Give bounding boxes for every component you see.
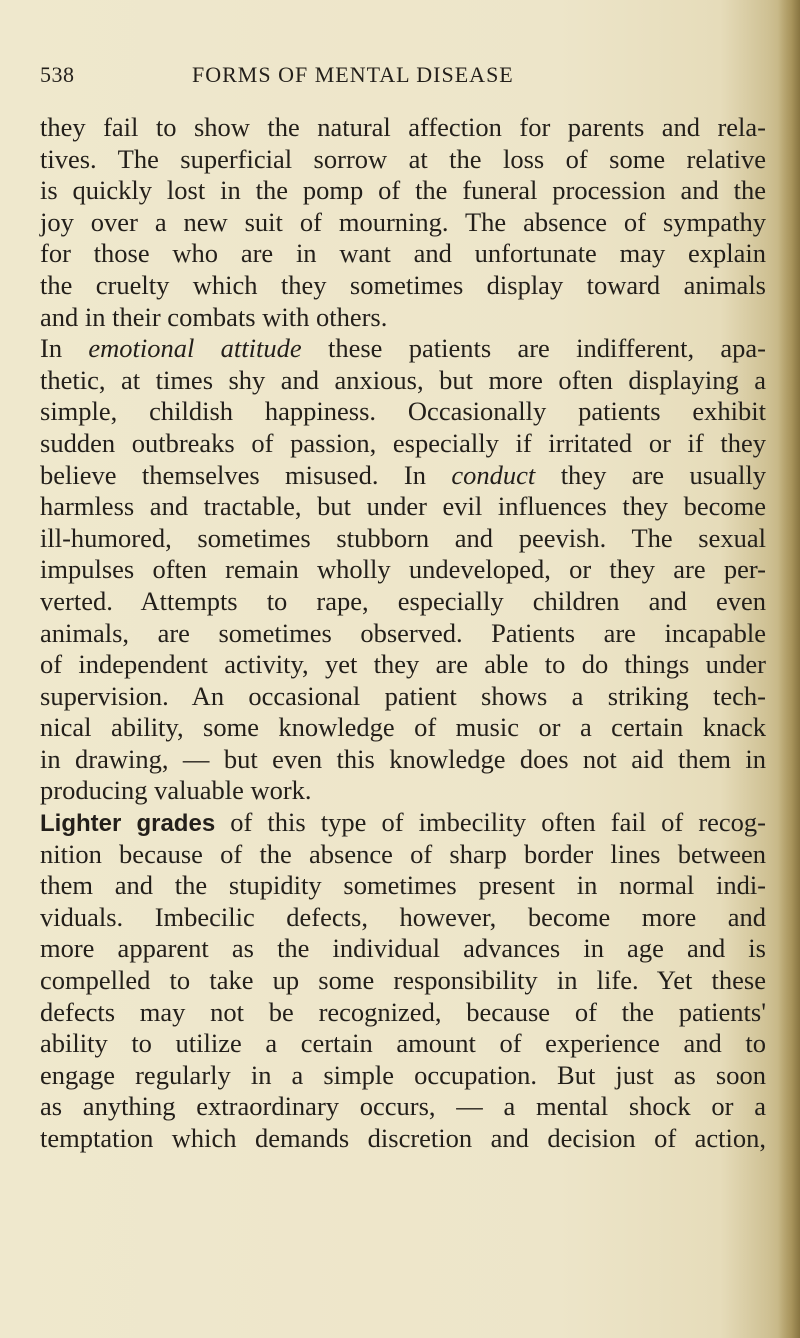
text-line: ability to utilize a certain amount of experience and to [40,1028,766,1059]
text-line: in drawing, — but even this knowledge does not aid them in [40,743,766,774]
page-edge-shadow [778,0,800,1338]
text-line: impulses often remain wholly undeveloped, or they are per- [40,554,766,585]
chapter-title: FORMS OF MENTAL DISEASE [192,62,514,87]
text-line: sudden outbreaks of passion, especially if irritated or if they [40,427,766,458]
text-line [40,333,766,365]
text-line: them and the stupidity sometimes present in normal indi- [40,870,766,901]
text-line: harmless and tractable, but under evil influences they become [40,491,766,522]
text-line: thetic, at times shy and anxious, but more often displaying a [40,364,766,395]
text-fragment: In [40,333,89,364]
text-line: more apparent as the individual advances in age and is [40,933,766,964]
page-number: 538 [40,62,75,87]
emphasis-text: conduct [451,459,536,490]
text-line: the cruelty which they sometimes display toward animals [40,269,766,300]
text-line: and in their combats with others. [40,301,388,332]
text-line: nition because of the absence of sharp border lines between [40,838,766,869]
text-line: producing valuable work. [40,775,312,806]
text-line: supervision. An occasional patient shows a striking tech- [40,680,766,711]
text-line: nical ability, some knowledge of music or a certain knack [40,712,766,743]
body-text [40,112,766,1155]
text-line: verted. Attempts to rape, especially children and even [40,585,766,616]
text-line: viduals. Imbecilic defects, however, become more and [40,901,766,932]
text-fragment: believe themselves misused. In [40,459,452,490]
text-line: joy over a new suit of mourning. The absence of sympathy [40,206,766,237]
text-line: simple, childish happiness. Occasionally patients exhibit [40,396,766,427]
text-fragment: these patients are indifferent, apa- [301,333,766,364]
text-line: engage regularly in a simple occupation. But just as soon [40,1059,766,1090]
text-line [40,807,766,839]
text-line: temptation which demands discretion and decision of action, [40,1123,766,1153]
text-line: compelled to take up some responsibility in life. Yet these [40,965,766,996]
text-line [40,460,766,492]
text-line: of independent activity, yet they are able to do things under [40,649,766,680]
text-line: defects may not be recognized, because of the patients' [40,996,766,1027]
text-line: tives. The superficial sorrow at the loss of some relative [40,143,766,174]
text-fragment: they are usually [535,459,766,490]
text-line: as anything extraordinary occurs, — a mental shock or a [40,1091,766,1122]
text-line: animals, are sometimes observed. Patients are incapable [40,617,766,648]
text-line: ill-humored, sometimes stubborn and peevish. The sexual [40,522,766,553]
text-line: is quickly lost in the pomp of the funeral procession and the [40,175,766,206]
emphasis-text: emotional attitude [88,333,302,364]
text-fragment: of this type of imbecility often fail of recog- [215,807,766,838]
running-head [40,62,760,92]
text-line: for those who are in want and unfortunate may explain [40,238,766,269]
text-line: they fail to show the natural affection for parents and rela- [40,112,766,142]
bold-run-in-heading: Lighter grades [40,810,216,838]
